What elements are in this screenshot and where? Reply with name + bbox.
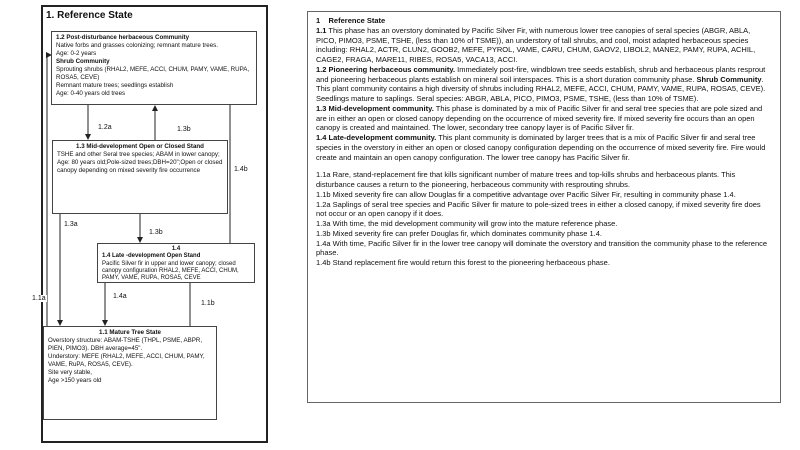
label-1-1b: 1.1b: [201, 300, 215, 307]
phase-box-1-4-late: [97, 243, 255, 283]
phase-1-2-title: 1.2 Post-disturbance herbaceous Community: [56, 34, 190, 41]
transition-1-1a: 1.1a Rare, stand-replacement fire that kills significant number of mature trees and top-kills shrubs and herbaceous plants. This disturbance causes a return to the pioneering, herbaceous community with resprouting shrubs.: [316, 170, 736, 189]
label-1-3b-down: 1.3b: [149, 229, 163, 236]
phase-box-1-3: 1.3 Mid-development Open or Closed Stand TSHE and other Seral tree species; ABAM in lower canopy; Age: 80 years old;Pole-sized trees;DBH=20";Open or closed canopy depending on mixed severity fire occurrence: [52, 140, 228, 214]
label-1-4a: 1.4a: [113, 293, 127, 300]
paragraph-1-3: 1.3 Mid-development community. This phase is dominated by a mix of Pacific Silver fir and seral tree species that are pole sized and are in either an open or closed canopy depending on the occurrence of mixed severity fire. If mixed severity fire occurs than an open canopy is created and maintained. The lower, secondary tree canopy layer is of Pacific Silver fir.: [316, 103, 763, 133]
label-1-3b-up: 1.3b: [177, 126, 191, 133]
transition-1-1b: 1.1b Mixed severity fire can allow Douglas fir a competitive advantage over Pacific Silver Fir, resulting in community phase 1.4.: [316, 189, 736, 199]
label-1-2a: 1.2a: [98, 124, 112, 131]
label-1-4b: 1.4b: [234, 166, 248, 173]
transition-1-4a: 1.4a With time, Pacific Silver fir in the lower tree canopy will dominate the overstory and transition the community phase to the reference phase.: [316, 238, 768, 258]
phase-1-4-title: 1.4 Late -development Open Stand: [102, 253, 201, 260]
diagram-title: 1. Reference State: [46, 10, 133, 21]
transition-1-3b: 1.3b Mixed severity fire can prefer Douglas fir, which dominates community phase 1.4.: [316, 228, 602, 238]
shrub-community-title: Shrub Community: [56, 57, 110, 65]
paragraph-1-4: 1.4 Late-development community. This plant community is dominated by larger trees that is a mix of Pacific Silver fir and seral tree species in the overstory in either an open or closed canopy configuration depending on the occurrence of mixed severity fire. Fire would create and maintain an open canopy configuration. The lower tree canopy has Pacific Silver fir.: [316, 133, 766, 162]
transition-1-3a: 1.3a With time, the mid development community will grow into the mature reference phase.: [316, 219, 618, 228]
phase-box-1-2: 1.2 Post-disturbance herbaceous Community Native forbs and grasses colonizing; remnant mature trees. Age: 0-2 years Shrub Community Sprouting shrubs (RHAL2, MEFE, ACCI, CHUM, PAMY, VAME, RUPA, ROSA5, CEVE) Remnant mature trees; seedlings establish Age: 0-40 years old trees: [51, 31, 257, 105]
description-panel: [307, 11, 781, 403]
section-heading: 1 Reference State: [316, 16, 386, 25]
transition-1-2a: 1.2a Saplings of seral tree species and Pacific Silver fir mature to pole-sized trees in either a closed canopy, if mixed severity fire does not occur or an open canopy if it does.: [316, 199, 761, 219]
transition-1-4b: 1.4b Stand replacement fire would return this forest to the pioneering herbaceous phase.: [316, 258, 610, 267]
phase-1-4-number: 1.4: [171, 246, 181, 252]
label-1-1a: 1.1a: [32, 295, 46, 302]
paragraph-1-2: 1.2 Pioneering herbaceous community. Immediately post-fire, windblown tree seeds establish, shrub and herbaceous plants resprout and pioneering herbaceous plants establish on mineral soil interspaces. This is a short duration community phase. Shrub Community. This plant community contains a high diversity of shrubs including RHAL2, MEFE, ACCI, CHUM, PAMY, VAME, RUPA, ROSA5, CEVE). Seedlings mature to saplings. Seral species: ABGR, ABLA, PICO, PIMO3, PSME, TSHE, (less than 10% of TSME).: [316, 64, 766, 103]
label-1-3a: 1.3a: [64, 221, 78, 228]
phase-1-4-body: Pacific Silver fir in upper and lower canopy; closed canopy configuration RHAL2, MEFE, ACCI, CHUM, PAMY, VAME, RUPA, ROSA5, CEVE: [102, 260, 239, 282]
phase-box-1-1: 1.1 Mature Tree State Overstory structure: ABAM-TSHE (THPL, PSME, ABPR, PIEN, PIMO3). DBH average=45". Understory: MEFE (RHAL2, MEFE, ACCI, CHUM, PAMY, VAME, RuPA, ROSA5, CEVE). Site very stable, Age >150 years old: [43, 326, 217, 420]
phase-1-1-title: 1.1 Mature Tree State: [99, 329, 161, 336]
paragraph-1-1: 1.1 This phase has an overstory dominated by Pacific Silver Fir, with numerous lower tree canopies of seral species (ABGR, ABLA, PICO, PIMO3, PSME, TSHE, (less than 10% of TSME)), an understory of tall shrubs, and cool, moist adapted herbaceous species including: RHAL2, ACTR, CLUN2, GOOB2, MEFE, PYROL, VAME, CARU, CHUM, GAOV2, LIBOL2, MANE2, PAMY, RUPA, ACHIL, CAGE2, FRAGA, MARE11, RIBES, ROSA5, VACA13, ACCI.: [316, 25, 756, 64]
phase-1-3-title: 1.3 Mid-development Open or Closed Stand: [76, 143, 204, 150]
